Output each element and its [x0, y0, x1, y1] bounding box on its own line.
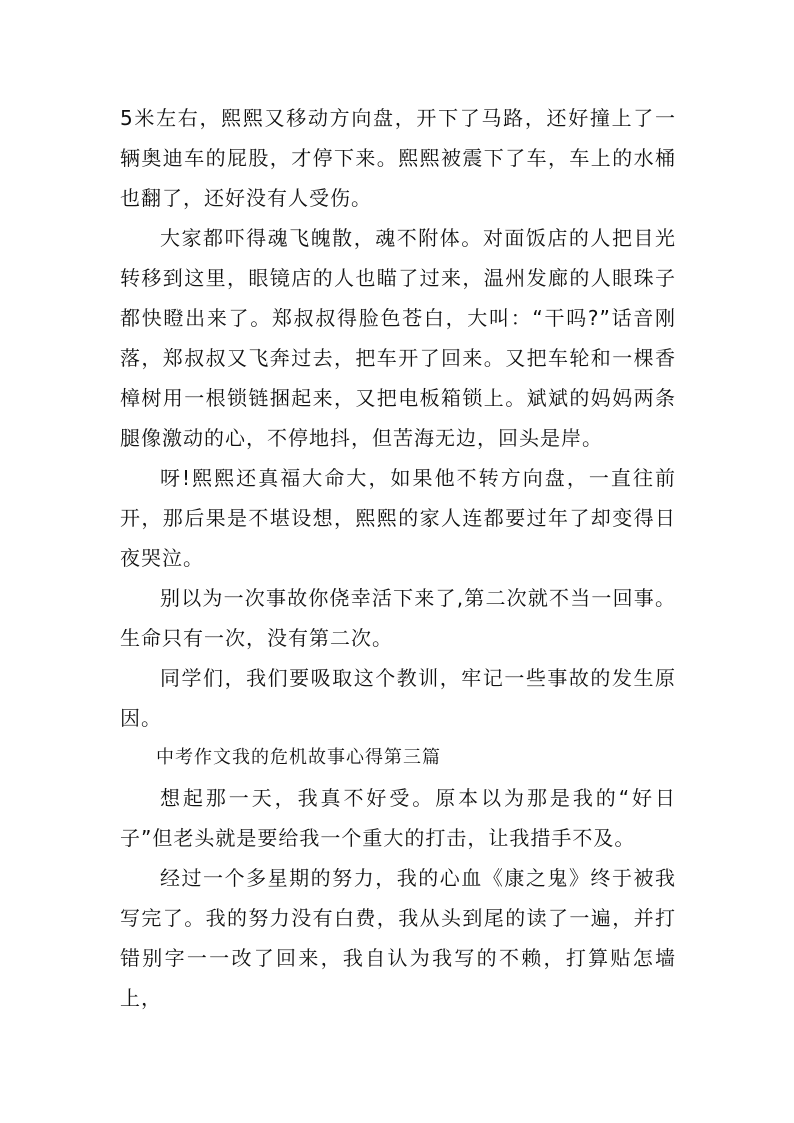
paragraph: 别以为一次事故你侥幸活下来了,第二次就不当一回事。生命只有一次，没有第二次。	[120, 586, 676, 650]
document-body	[120, 98, 676, 1018]
paragraph: 同学们，我们要吸取这个教训，牢记一些事故的发生原因。	[120, 666, 676, 730]
section-heading: 中考作文我的危机故事心得第三篇	[156, 747, 441, 768]
paragraph-continuation: 5米左右，熙熙又移动方向盘，开下了马路，还好撞上了一辆奥迪车的屁股，才停下来。熙熙被震下了车，车上的水桶也翻了，还好没有人受伤。	[120, 106, 676, 210]
paragraph: 想起那一天，我真不好受。原本以为那是我的“好日子”但老头就是要给我一个重大的打击，让我措手不及。	[120, 786, 676, 850]
paragraph: 经过一个多星期的努力，我的心血《康之鬼》终于被我写完了。我的努力没有白费，我从头到尾的读了一遍，并打错别字一一改了回来，我自认为我写的不赖，打算贴怎墙上，	[120, 866, 676, 1010]
paragraph: 呀!熙熙还真福大命大，如果他不转方向盘，一直往前开，那后果是不堪设想，熙熙的家人连都要过年了却变得日夜哭泣。	[120, 466, 676, 570]
paragraph: 大家都吓得魂飞魄散，魂不附体。对面饭店的人把目光转移到这里，眼镜店的人也瞄了过来，温州发廊的人眼珠子都快瞪出来了。郑叔叔得脸色苍白，大叫：“干吗?”话音刚落，郑叔叔又飞奔过去，把车开了回来。又把车轮和一棵香樟树用一根锁链捆起来，又把电板箱锁上。斌斌的妈妈两条腿像激动的心，不停地抖，但苦海无边，回头是岸。	[120, 226, 676, 450]
